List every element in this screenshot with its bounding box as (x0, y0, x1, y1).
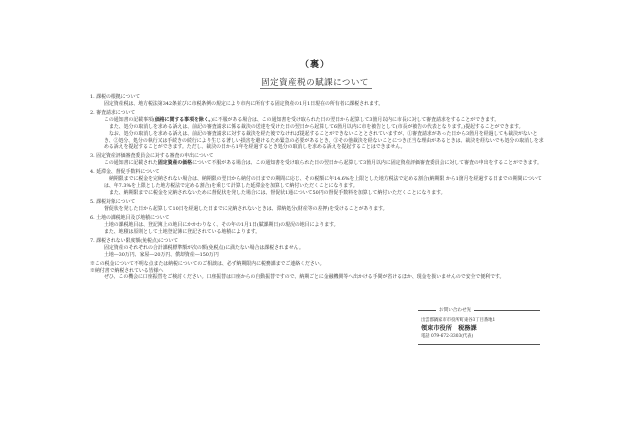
section-land-category (90, 215, 545, 236)
footnote-paragraph: ぜひ、この機会に口座振替をご検討ください。口座振替は口座からの自動振替ですので、納期ごとに金融機関等へ出かける手間が省けるほか、現金を扱いませんので安全で便利です。 (104, 274, 505, 281)
section-heading: 5. 課税対象について (90, 199, 136, 206)
section-paragraph: この通知書の記載事項(価格に関する事項を除く。)に不服がある場合は、この通知書を受け取られた日の翌日から起算して3箇月以内に市長に対して審査請求をすることができます。 (104, 116, 500, 123)
section-paragraph: この通知書に記載された固定資産の価格について不服がある場合は、この通知書を受け取られた日の翌日から起算して3箇月以内に固定資産評価審査委員会に対して審査の申出をすることができます。 (104, 160, 542, 167)
contact-address: 出雲郡鍋家市市役所町東谷3丁目番地1 (421, 318, 496, 323)
section-paragraph: 固定資産税は、地方税法第342条並びに市税条例の規定により市内に所有する固定資産の1月1日現在の所有者に課税されます。 (104, 100, 384, 107)
section-assessment-review (90, 153, 545, 167)
section-late-fees (90, 169, 545, 197)
document-body (90, 94, 545, 281)
section-tax-target (90, 199, 545, 213)
section-appeal (90, 110, 545, 151)
section-paragraph: 納期限までに税金を完納されない場合は、納期限の翌日から納付の日までの期間に応じ、その税額に年14.6%を上限とした地方税法で定める割合(納期限 から1箇月を経過する日までの期間については、年7.3%を上限とした地方税法で定める割合)を乗じて計算した延滞金を加算して納付いただくことになります。 (104, 176, 542, 190)
section-heading: 3. 固定資産評価審査委員会に対する審査の申出について (90, 153, 214, 160)
section-paragraph: 固定資産のそれぞれの合計課税標準額が次の額(免税点)に満たない場合は課税されません。 (104, 244, 304, 251)
section-tax-basis (90, 94, 545, 108)
section-heading: 7. 課税されない限度額(免税点)について (90, 237, 179, 244)
section-heading: 1. 課税の根拠について (90, 94, 141, 100)
contact-label: お問い合わせ先 (436, 307, 474, 313)
section-paragraph: また、処分の取消しを求める訴えは、前記の審査請求に係る裁決の送達を受けた日の翌日から起算して6箇月以内に市を被告として(市長が被告の代表となります。)提起することができます。 (109, 123, 524, 130)
title-underline (260, 88, 372, 89)
contact-office-name: 領束市役所 税務課 (421, 325, 477, 332)
page-title: 固定資産税の賦課について (261, 78, 369, 88)
contact-phone: 電話 079-672-3303(代表) (421, 334, 474, 339)
footnote-inquiry: ※この税金について不明な点または納税についてのご相談は、必ず納期限内に税務課までご連絡ください。 (90, 260, 325, 267)
footnote-direct-debit: ※納付書で納税されている皆様へ (90, 267, 164, 274)
section-paragraph: また、納期限までに税金を完納されないために督促状を発した場合には、督促状1通について50円の督促手数料を加算して納付いただくことになります。 (109, 190, 446, 197)
section-heading: 2. 審査請求について (90, 109, 136, 116)
section-heading: 4. 延滞金、督促手数料について (90, 169, 160, 176)
section-paragraph: 土地の課税地目は、登記簿上の地目にかかわりなく、その年の1月1日(賦課期日)の現況の地目によります。 (104, 221, 339, 228)
section-paragraph: 土地―30万円、家屋―20万円、償却資産―150万円 (104, 251, 219, 258)
section-heading: 6. 土地の課税地目及び地積について (90, 214, 170, 221)
section-paragraph: なお、処分の取消しを求める訴えは、前記の審査請求に対する裁決を経た後でなければ提起することができないこととされていますが、①審査請求があった日から3箇月を経過しても裁決がないとき、②処分、処分の執行又は手続きの続行により生じる著しい損害を避けるため緊急の必要があるとき、③その他裁決を経ないことにつき正当な理由があるときは、裁決を経ないでも処分の取消しを求める訴えを提起することができます。ただし、裁決の日から1年を経過するとき処分の取消しを求める訴えを提起することはできません。 (104, 130, 544, 151)
section-paragraph: また、地積は原則として土地登記簿に登記されている地積によります。 (104, 228, 261, 235)
section-paragraph: 督促状を発した日から起算して10日を経過した日までに完納されないときは、滞納処分(財産等の差押)を受けることがあります。 (104, 205, 388, 212)
page-side-heading: （裏） (299, 60, 330, 70)
section-exemption-threshold (90, 238, 545, 259)
